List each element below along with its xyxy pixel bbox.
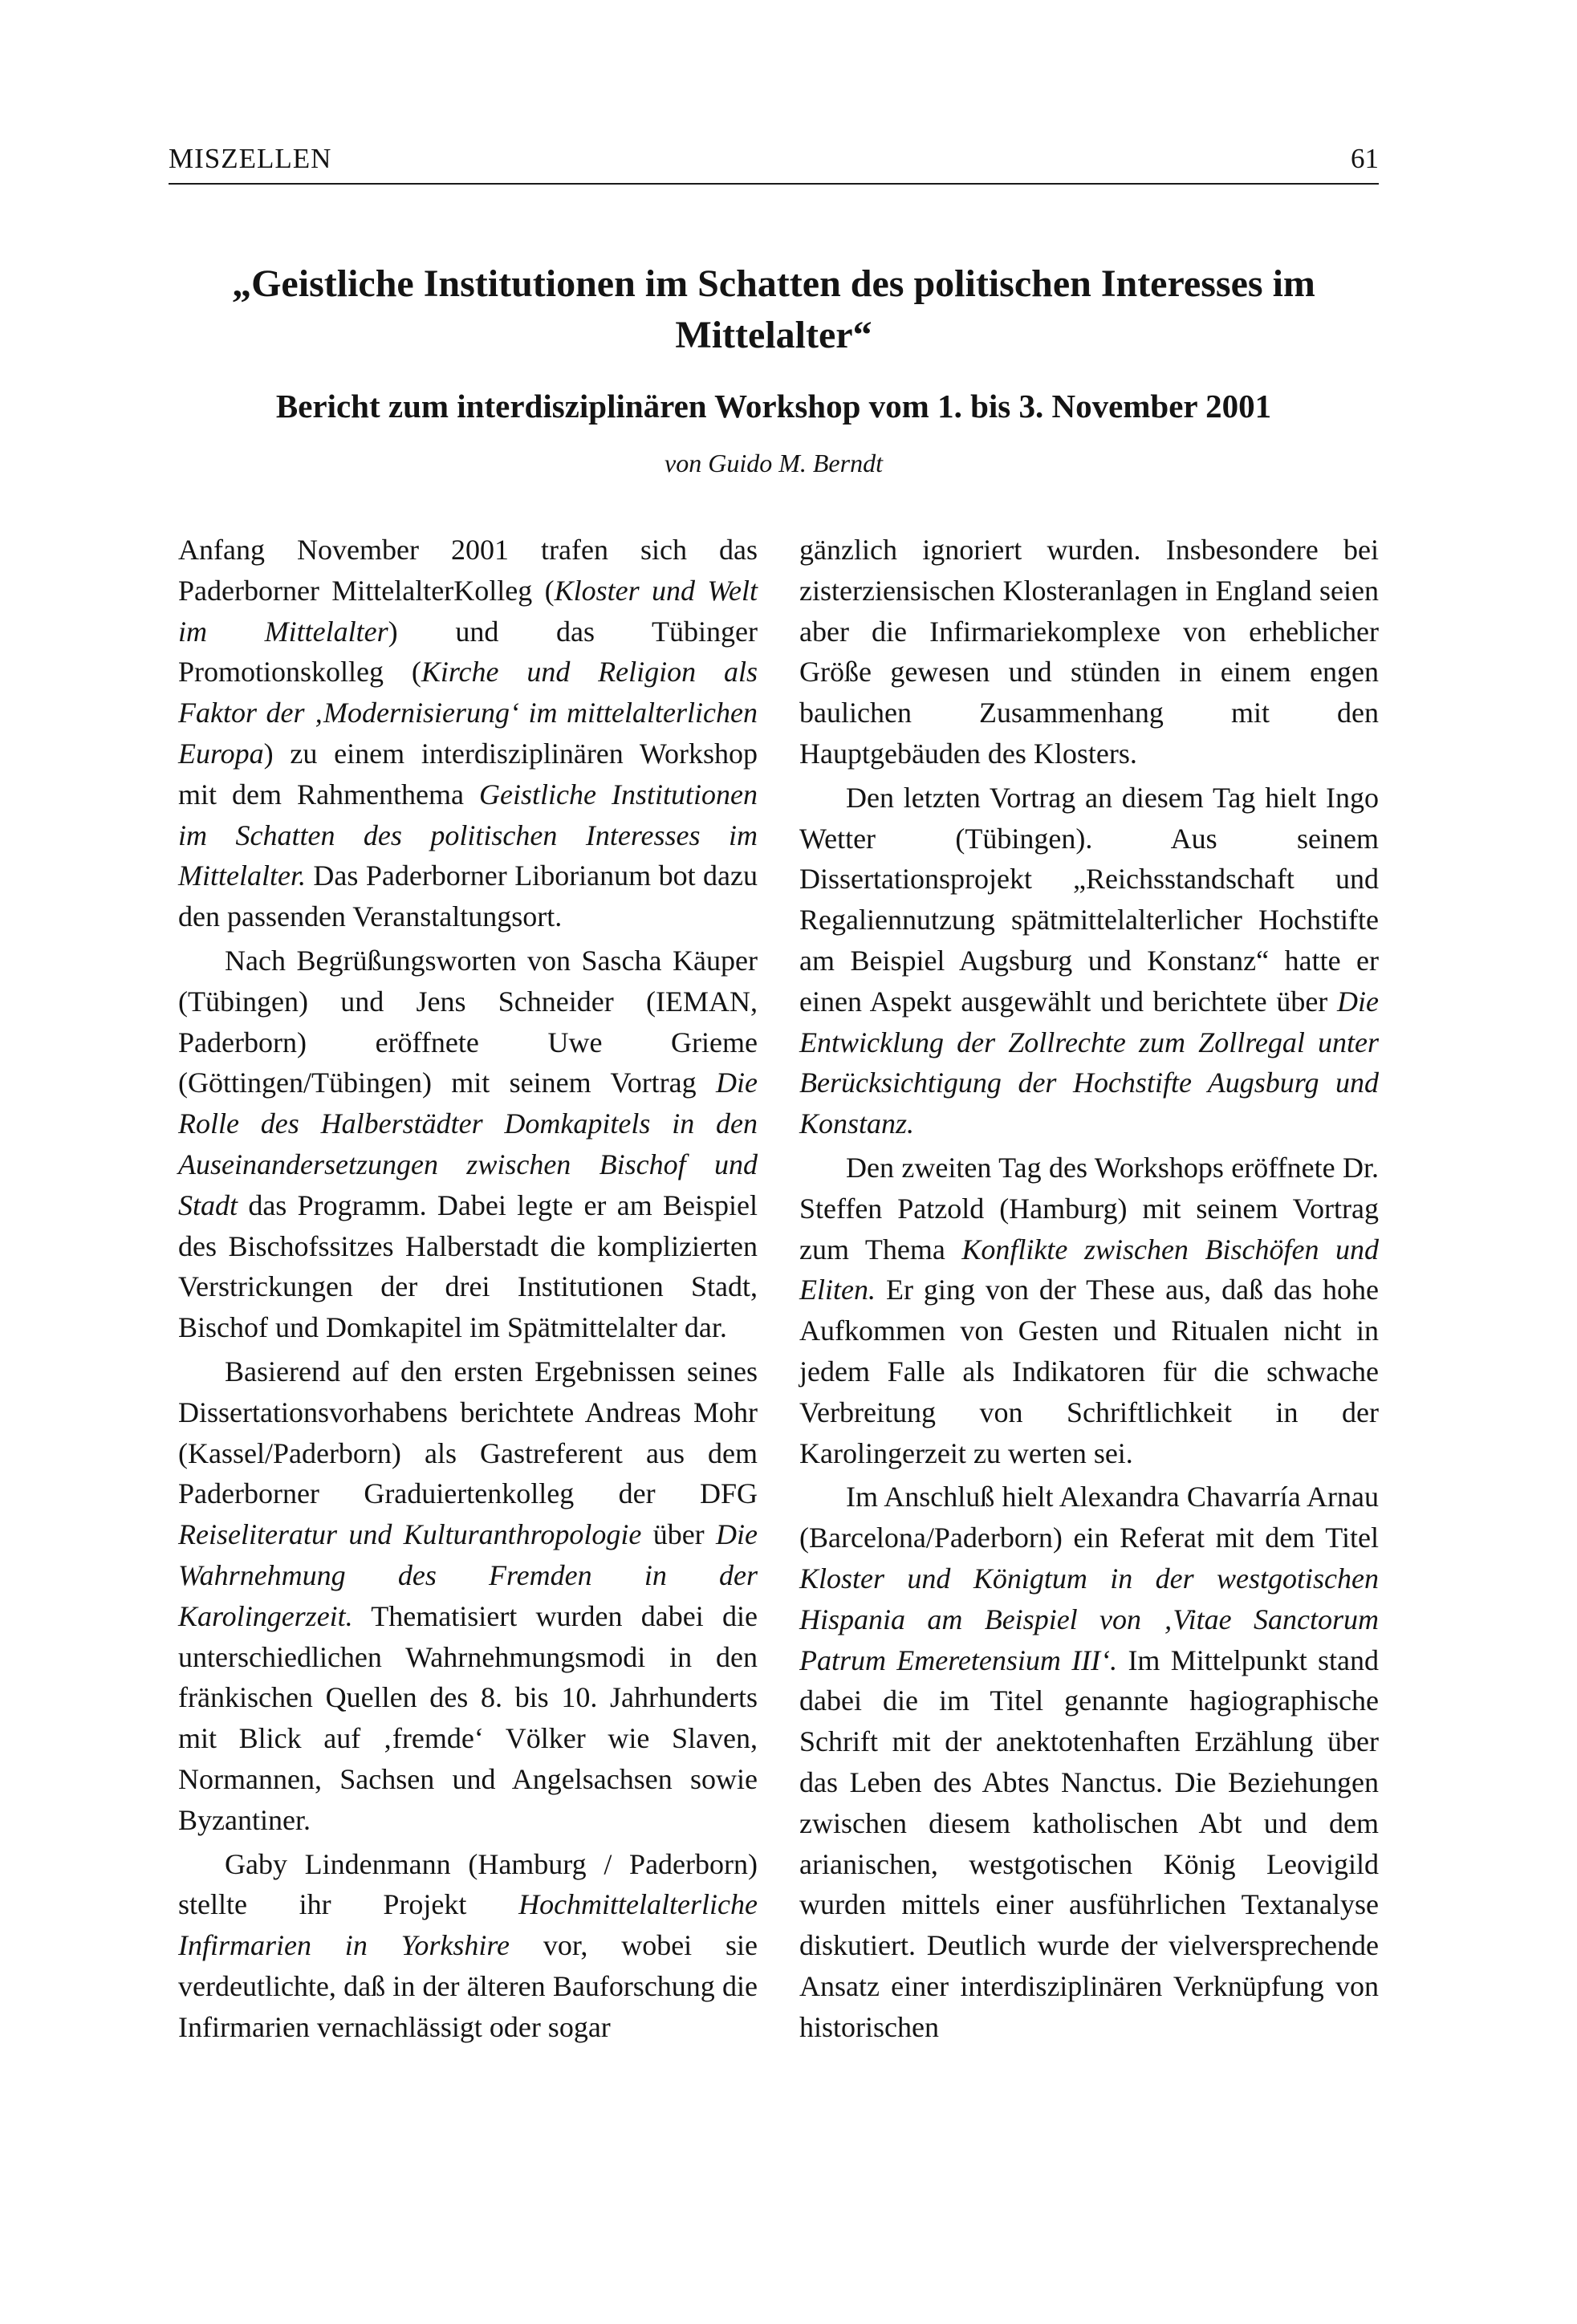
- text-run-italic: Kirche und Religion als Faktor der ‚Modernisierung‘ im mittelalterlichen Europa: [178, 656, 758, 770]
- text-run: Er ging von der These aus, daß das hohe Aufkommen von Gesten und Ritualen nicht in jedem Falle als Indikatoren für die schwache Verbreitung von Schriftlichkeit in der Karolingerzeit zu werten sei.: [799, 1274, 1379, 1469]
- text-run: gänzlich ignoriert wurden. Insbesondere bei zisterziensischen Klosteranlagen in England seien aber die Infirmariekomplexe von erheblicher Größe gewesen und stünden in einem engen baulichen Zusammenhang mit den Hauptgebäuden des Klosters.: [799, 534, 1379, 770]
- text-run: Nach Begrüßungsworten von Sascha Käuper (Tübingen) und Jens Schneider (IEMAN, Paderborn) eröffnete Uwe Grieme (Göttingen/Tübingen) mit seinem Vortrag: [178, 944, 758, 1099]
- paragraph: [178, 1351, 758, 1841]
- section-title: MISZELLEN: [169, 143, 332, 174]
- paragraph: [178, 941, 758, 1348]
- text-run-italic: Geistliche Institutionen im Schatten des politischen Interesses im Mittelalter.: [178, 778, 758, 892]
- article-title: [169, 258, 1379, 361]
- left-column: [178, 530, 758, 2047]
- paragraph: [799, 778, 1379, 1144]
- text-run-italic: Die Rolle des Halberstädter Domkapitels in den Auseinandersetzungen zwischen Bischof und Stadt: [178, 1067, 758, 1221]
- article-title-line-2: Mittelalter“: [675, 314, 872, 356]
- paragraph: [178, 1844, 758, 2048]
- text-run: Gaby Lindenmann (Hamburg / Paderborn) stellte ihr Projekt: [178, 1847, 758, 1921]
- text-run-italic: Reiseliteratur und Kulturanthropologie: [178, 1518, 642, 1551]
- right-column: [799, 530, 1379, 2047]
- text-run-italic: Hochmittelalterliche Infirmarien in Yorkshire: [178, 1888, 758, 1962]
- text-run: ) zu einem interdisziplinären Workshop mit dem Rahmenthema: [178, 737, 758, 811]
- text-run: Thematisiert wurden dabei die unterschiedlichen Wahrnehmungsmodi in den fränkischen Quellen des 8. bis 10. Jahrhunderts mit Blick auf ‚fremde‘ Völker wie Slaven, Normannen, Sachsen und Angelsachsen sowie Byzantiner.: [178, 1599, 758, 1836]
- paragraph: [799, 1477, 1379, 2047]
- text-run: Im Anschluß hielt Alexandra Chavarría Arnau (Barcelona/Paderborn) ein Referat mit dem Titel: [799, 1481, 1379, 1554]
- text-run: Im Mittelpunkt stand dabei die im Titel genannte hagiographische Schrift mit der anektotenhaften Erzählung über das Leben des Abtes Nanctus. Die Beziehungen zwischen diesem katholischen Abt und dem arianischen, westgotischen König Leovigild wurden mittels einer ausführlichen Textanalyse diskutiert. Deutlich wurde der vielversprechende Ansatz einer interdisziplinären Verknüpfung von historischen: [799, 1643, 1380, 2043]
- text-run: ) und das Tübinger Promotionskolleg (: [178, 615, 758, 689]
- text-run-italic: Konflikte zwischen Bischöfen und Eliten.: [799, 1233, 1380, 1306]
- paragraph: [799, 1148, 1379, 1473]
- text-run-italic: Kloster und Welt im Mittelalter: [178, 574, 758, 648]
- text-run: Den zweiten Tag des Workshops eröffnete Dr. Steffen Patzold (Hamburg) mit seinem Vortrag zum Thema: [799, 1151, 1379, 1266]
- header-rule: [169, 183, 1379, 185]
- text-run: Den letzten Vortrag an diesem Tag hielt Ingo Wetter (Tübingen). Aus seinem Dissertationsprojekt „Reichsstandschaft und Regaliennutzung spätmittelalterlicher Hochstifte am Beispiel Augsburg und Konstanz“ hatte er einen Aspekt ausgewählt und berichtete über: [799, 781, 1379, 1018]
- paragraph: [799, 530, 1379, 774]
- text-run-italic: Die Entwicklung der Zollrechte zum Zollregal unter Berücksichtigung der Hochstifte Augsburg und Konstanz.: [799, 985, 1379, 1140]
- paragraph: [178, 530, 758, 937]
- text-run: vor, wobei sie verdeutlichte, daß in der älteren Bauforschung die Infirmarien vernachlässigt oder sogar: [178, 1929, 758, 2043]
- text-run: Basierend auf den ersten Ergebnissen seines Dissertationsvorhabens berichtete Andreas Mohr (Kassel/Paderborn) als Gastreferent aus dem Paderborner Graduiertenkolleg der DFG: [178, 1355, 758, 1510]
- text-run-italic: Kloster und Königtum in der westgotischen Hispania am Beispiel von ‚Vitae Sanctorum Patrum Emeretensium III‘.: [799, 1562, 1379, 1676]
- text-run: Anfang November 2001 trafen sich das Paderborner MittelalterKolleg (: [178, 534, 758, 607]
- text-run-italic: Die Wahrnehmung des Fremden in der Karolingerzeit.: [178, 1518, 758, 1632]
- page-number: 61: [1351, 143, 1379, 174]
- article-subtitle: Bericht zum interdisziplinären Workshop vom 1. bis 3. November 2001: [275, 388, 1272, 425]
- text-run: das Programm. Dabei legte er am Beispiel des Bischofssitzes Halberstadt die komplizierten Verstrickungen der drei Institutionen Stadt, Bischof und Domkapitel im Spätmittelalter dar.: [178, 1188, 758, 1344]
- running-head: [169, 143, 1379, 180]
- text-run: Das Paderborner Liborianum bot dazu den passenden Veranstaltungsort.: [178, 859, 758, 933]
- author-byline: von Guido M. Berndt: [665, 449, 883, 477]
- article-title-line-1: „Geistliche Institutionen im Schatten des politischen Interesses im: [232, 262, 1315, 305]
- text-run: über: [641, 1518, 717, 1551]
